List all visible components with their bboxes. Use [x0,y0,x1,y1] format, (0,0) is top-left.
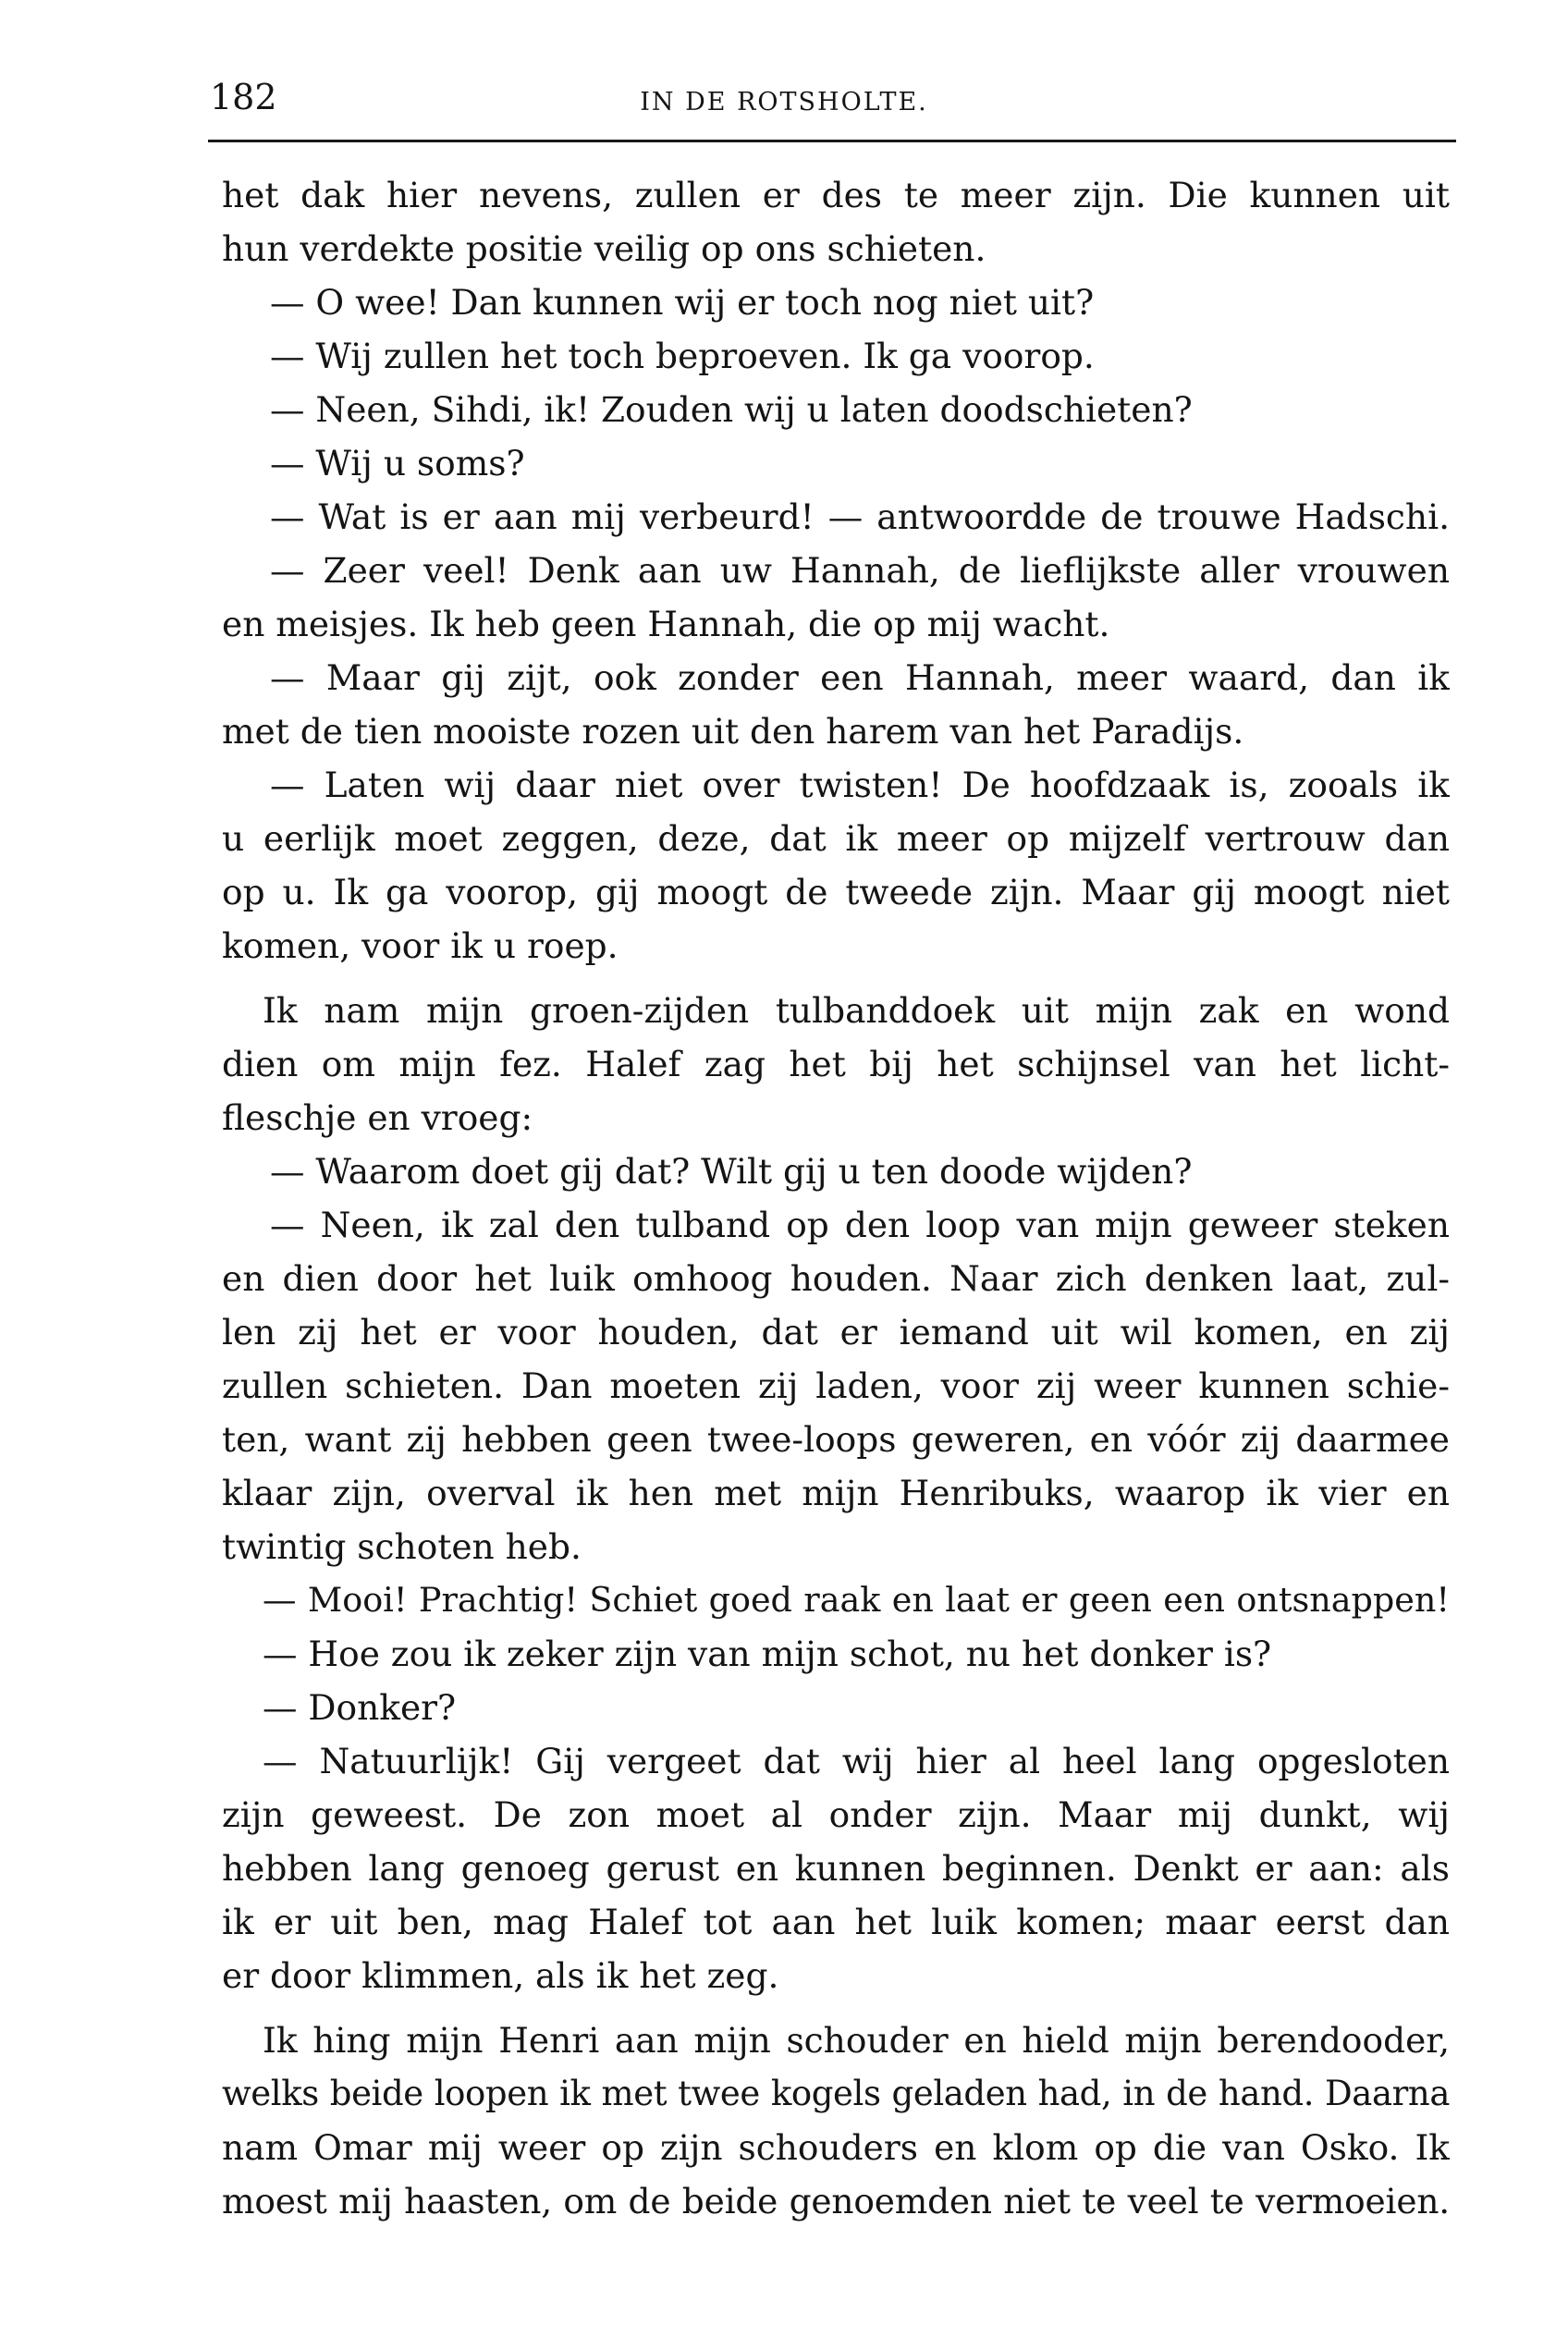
text-line: ik er uit ben, mag Halef tot aan het luik komen; maar eerst dan [222,1902,1450,1942]
text-line: klaar zijn, overval ik hen met mijn Henribuks, waarop ik vier en [222,1473,1450,1513]
text-line: met de tien mooiste rozen uit den harem van het Paradijs. [222,711,1244,752]
text-line: — Mooi! Prachtig! Schiet goed raak en laat er geen een ontsnappen! [263,1580,1450,1620]
header-rule [208,140,1456,142]
text-line: — Wij u soms? [270,443,525,483]
text-line: en dien door het luik omhoog houden. Naar zich denken laat, zul- [222,1258,1450,1299]
running-head: IN DE ROTSHOLTE. [640,88,928,116]
text-line: — Laten wij daar niet over twisten! De hoofdzaak is, zooals ik [270,765,1450,805]
text-line: — Donker? [263,1687,457,1728]
text-line: — O wee! Dan kunnen wij er toch nog niet uit? [270,282,1095,323]
text-line: moest mij haasten, om de beide genoemden niet te veel te vermoeien. [222,2181,1450,2221]
text-line: len zij het er voor houden, dat er iemand uit wil komen, en zij [222,1312,1450,1352]
text-line: — Wij zullen het toch beproeven. Ik ga voorop. [270,336,1095,376]
text-line: — Hoe zou ik zeker zijn van mijn schot, nu het donker is? [263,1634,1272,1674]
text-line: u eerlijk moet zeggen, deze, dat ik meer op mijzelf vertrouw dan [222,818,1450,859]
page-number: 182 [210,77,277,117]
text-line: ten, want zij hebben geen twee-loops geweren, en vóór zij daarmee [222,1419,1450,1460]
text-line: fleschje en vroeg: [222,1097,533,1138]
text-line: — Waarom doet gij dat? Wilt gij u ten doode wijden? [270,1151,1193,1192]
paragraph-gap [222,973,1450,984]
text-line: komen, voor ik u roep. [222,925,619,966]
text-line: op u. Ik ga voorop, gij moogt de tweede zijn. Maar gij moogt niet [222,872,1450,912]
text-line: — Neen, Sihdi, ik! Zouden wij u laten doodschieten? [270,389,1193,430]
text-line: nam Omar mij weer op zijn schouders en klom op die van Osko. Ik [222,2127,1450,2168]
text-line: twintig schoten heb. [222,1526,582,1567]
text-line: hun verdekte positie veilig op ons schieten. [222,228,986,269]
text-line: zullen schieten. Dan moeten zij laden, voor zij weer kunnen schie- [222,1365,1450,1406]
text-line: welks beide loopen ik met twee kogels geladen had, in de hand. Daarna [222,2074,1450,2113]
text-line: Ik hing mijn Henri aan mijn schouder en hield mijn berendooder, [263,2020,1450,2061]
text-line: hebben lang genoeg gerust en kunnen beginnen. Denkt er aan: als [222,1848,1450,1889]
text-line: — Zeer veel! Denk aan uw Hannah, de lieflijkste aller vrouwen [270,550,1450,591]
paragraph-gap [222,2002,1450,2013]
text-line: en meisjes. Ik heb geen Hannah, die op mij wacht. [222,604,1110,644]
text-line: het dak hier nevens, zullen er des te meer zijn. Die kunnen uit [222,175,1450,215]
text-line: dien om mijn fez. Halef zag het bij het schijnsel van het licht- [222,1044,1450,1084]
text-line: — Wat is er aan mij verbeurd! — antwoordde de trouwe Hadschi. [270,496,1450,537]
text-line: er door klimmen, als ik het zeg. [222,1955,779,1996]
text-line: — Neen, ik zal den tulband op den loop van mijn geweer steken [270,1205,1450,1245]
text-line: zijn geweest. De zon moet al onder zijn. Maar mij dunkt, wij [222,1794,1450,1835]
text-line: Ik nam mijn groen-zijden tulbanddoek uit mijn zak en wond [263,990,1450,1031]
text-line: — Maar gij zijt, ook zonder een Hannah, meer waard, dan ik [270,657,1450,698]
text-line: — Natuurlijk! Gij vergeet dat wij hier al heel lang opgesloten [263,1741,1450,1781]
body-text [222,168,1450,2228]
